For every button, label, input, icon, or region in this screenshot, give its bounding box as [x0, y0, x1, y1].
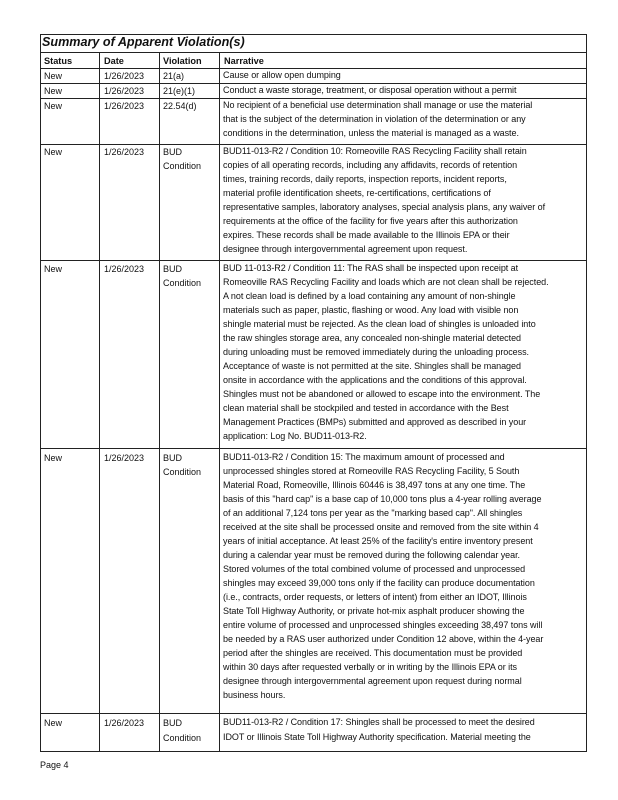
row-narrative-line: basis of this "hard cap" is a base cap of 10,000 tons plus a 4-year rolling average	[223, 494, 542, 504]
row-narrative-line: times, training records, daily reports, inspection reports, incident reports,	[223, 174, 507, 184]
row-narrative-line: requirements at the office of the facility for five years after this authorization	[223, 216, 518, 226]
row-narrative-line: conditions in the determination, unless the material is managed as a waste.	[223, 128, 519, 138]
page-number: Page 4	[40, 760, 69, 770]
row-narrative-line: Conduct a waste storage, treatment, or disposal operation without a permit	[223, 85, 517, 95]
row-narrative-line: expires. These records shall be made available to the Illinois EPA or their	[223, 230, 510, 240]
row-narrative-line: designee through intergovernmental agreement upon request during normal	[223, 676, 522, 686]
row-status: New	[44, 101, 63, 111]
header-date: Date	[104, 56, 124, 66]
row-narrative-line: Material Road, Romeoville, Illinois 60446 is 38,497 tons at any one time. The	[223, 480, 526, 490]
row-violation: BUD	[163, 264, 183, 274]
table-title: Summary of Apparent Violation(s)	[42, 35, 245, 49]
column-divider	[219, 52, 220, 752]
column-divider	[99, 52, 100, 752]
header-narrative: Narrative	[224, 56, 264, 66]
row-narrative-line: of an additional 7,124 tons per year as the "marking based cap". All shingles	[223, 508, 523, 518]
row-narrative-line: during a calendar year must be removed during the following calendar year.	[223, 550, 520, 560]
row-violation: BUD	[163, 147, 183, 157]
row-narrative-line: copies of all operating records, including any affidavits, records of retention	[223, 160, 518, 170]
row-narrative-line: material profile identification sheets, re-certifications, certifications of	[223, 188, 491, 198]
row-narrative-line: within 30 days after requested verbally or in writing by the Illinois EPA or its	[223, 662, 517, 672]
row-narrative-line: (i.e., contracts, order requests, or letters of intent) from either an IDOT, Illinois	[223, 592, 527, 602]
rule	[40, 260, 587, 261]
row-narrative-line: onsite in accordance with the applications and the conditions of this approval.	[223, 375, 527, 385]
row-narrative-line: Romeoville RAS Recycling Facility and loads which are not clean shall be rejected.	[223, 277, 549, 287]
header-violation: Violation	[163, 56, 202, 66]
row-date: 1/26/2023	[104, 86, 145, 96]
row-narrative-line: received at the site shall be processed onsite and removed from the site within 4	[223, 522, 539, 532]
row-narrative-line: BUD11-013-R2 / Condition 15: The maximum amount of processed and	[223, 452, 505, 462]
row-violation: BUD	[163, 453, 183, 463]
row-narrative-line: the raw shingles storage area, any concealed non-shingle material detected	[223, 333, 521, 343]
row-violation: 22.54(d)	[163, 101, 197, 111]
row-narrative-line: BUD11-013-R2 / Condition 10: Romeoville RAS Recycling Facility shall retain	[223, 146, 527, 156]
row-narrative-line: Shingles must not be abandoned or allowed to escape into the environment. The	[223, 389, 541, 399]
row-narrative-line: No recipient of a beneficial use determination shall manage or use the material	[223, 100, 533, 110]
row-violation: BUD	[163, 718, 183, 728]
row-date: 1/26/2023	[104, 264, 145, 274]
column-divider	[159, 52, 160, 752]
row-status: New	[44, 147, 63, 157]
row-narrative-line: Acceptance of waste is not permitted at the site. Shingles shall be managed	[223, 361, 521, 371]
row-narrative-line: entire volume of processed and unprocessed shingles exceeding 38,497 tons will	[223, 620, 543, 630]
row-status: New	[44, 86, 63, 96]
row-narrative-line: representative samples, laboratory analyses, special analysis plans, any waiver of	[223, 202, 546, 212]
row-narrative-line: BUD 11-013-R2 / Condition 11: The RAS shall be inspected upon receipt at	[223, 263, 519, 273]
row-narrative-line: Management Practices (BMPs) submitted and approved as described in your	[223, 417, 527, 427]
rule	[40, 448, 587, 449]
row-date: 1/26/2023	[104, 147, 145, 157]
row-narrative-line: shingles may exceed 39,000 tons only if the facility can produce documentation	[223, 578, 535, 588]
row-violation: Condition	[163, 278, 202, 288]
rule	[40, 713, 587, 714]
row-narrative-line: BUD11-013-R2 / Condition 17: Shingles shall be processed to meet the desired	[223, 717, 535, 727]
row-date: 1/26/2023	[104, 453, 145, 463]
row-narrative-line: IDOT or Illinois State Toll Highway Authority specification. Material meeting the	[223, 732, 531, 742]
row-status: New	[44, 71, 63, 81]
row-narrative-line: period after the shingles are received. This documentation must be provided	[223, 648, 523, 658]
rule	[40, 52, 587, 53]
row-narrative-line: Cause or allow open dumping	[223, 70, 341, 80]
row-narrative-line: that is the subject of the determination in violation of the determination or any	[223, 114, 526, 124]
row-date: 1/26/2023	[104, 718, 145, 728]
row-violation: Condition	[163, 467, 202, 477]
row-violation: Condition	[163, 161, 202, 171]
row-violation: 21(e)(1)	[163, 86, 196, 96]
row-narrative-line: be needed by a RAS user authorized under Condition 12 above, within the 4-year	[223, 634, 544, 644]
row-narrative-line: State Toll Highway Authority, or private hot-mix asphalt producer showing the	[223, 606, 525, 616]
row-date: 1/26/2023	[104, 101, 145, 111]
row-narrative-line: application: Log No. BUD11-013-R2.	[223, 431, 367, 441]
row-date: 1/26/2023	[104, 71, 145, 81]
row-narrative-line: Stored volumes of the total combined volume of processed and unprocessed	[223, 564, 526, 574]
row-narrative-line: designee through intergovernmental agreement upon request.	[223, 244, 468, 254]
row-narrative-line: clean material shall be stockpiled and tested in accordance with the Best	[223, 403, 509, 413]
row-narrative-line: shingle material must be rejected. As the clean load of shingles is unloaded into	[223, 319, 536, 329]
header-status: Status	[44, 56, 73, 66]
row-status: New	[44, 453, 63, 463]
row-narrative-line: years of initial acceptance. At least 25% of the facility's entire inventory present	[223, 536, 533, 546]
row-narrative-line: materials such as paper, plastic, flashing or wood. Any load with visible non	[223, 305, 519, 315]
row-status: New	[44, 264, 63, 274]
row-status: New	[44, 718, 63, 728]
row-narrative-line: business hours.	[223, 690, 286, 700]
row-violation: 21(a)	[163, 71, 185, 81]
row-narrative-line: unprocessed shingles stored at Romeoville RAS Recycling Facility, 5 South	[223, 466, 520, 476]
row-narrative-line: A not clean load is defined by a load containing any amount of non-shingle	[223, 291, 516, 301]
row-violation: Condition	[163, 733, 202, 743]
row-narrative-line: during unloading must be removed immediately during the unloading process.	[223, 347, 529, 357]
